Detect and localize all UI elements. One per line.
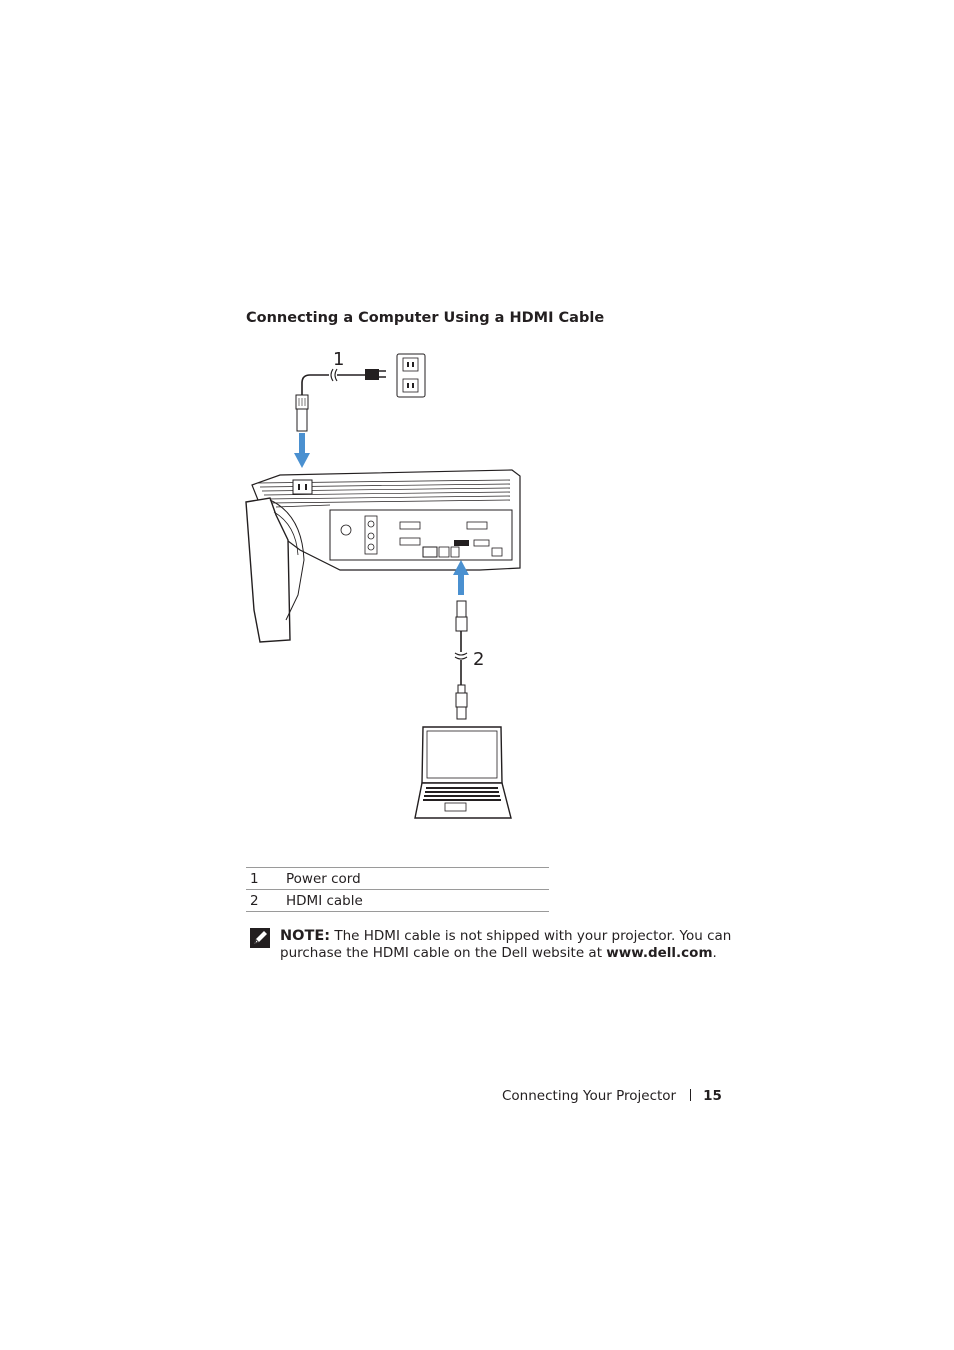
note-text bbox=[280, 928, 740, 962]
connection-diagram bbox=[240, 340, 540, 830]
pencil-note-icon bbox=[250, 928, 270, 948]
dell-website-link[interactable]: www.dell.com bbox=[606, 945, 713, 961]
callout-2: 2 bbox=[473, 649, 485, 670]
chapter-title: Connecting Your Projector bbox=[502, 1088, 677, 1104]
note-label: NOTE: bbox=[280, 928, 331, 944]
laptop-icon bbox=[415, 727, 511, 818]
note-end: . bbox=[712, 945, 717, 961]
legend-label: Power cord bbox=[282, 868, 549, 890]
legend-label: HDMI cable bbox=[282, 890, 549, 912]
legend-table bbox=[246, 867, 549, 912]
table-row bbox=[246, 890, 549, 912]
note-block bbox=[250, 928, 740, 962]
power-arrow-icon bbox=[294, 433, 310, 468]
legend-number: 2 bbox=[246, 890, 282, 912]
page-number: 15 bbox=[703, 1088, 722, 1104]
callout-1: 1 bbox=[333, 349, 345, 370]
projector-icon bbox=[246, 470, 520, 642]
power-cord-icon bbox=[296, 369, 386, 431]
table-row bbox=[246, 868, 549, 890]
footer-divider bbox=[690, 1089, 691, 1101]
note-body: The HDMI cable is not shipped with your projector. You can purchase the HDMI cable on the Dell website at bbox=[280, 928, 732, 961]
legend-number: 1 bbox=[246, 868, 282, 890]
hdmi-cable-icon bbox=[455, 601, 467, 719]
wall-outlet-icon bbox=[397, 354, 425, 397]
page-footer bbox=[502, 1088, 722, 1104]
section-title: Connecting a Computer Using a HDMI Cable bbox=[246, 310, 605, 326]
